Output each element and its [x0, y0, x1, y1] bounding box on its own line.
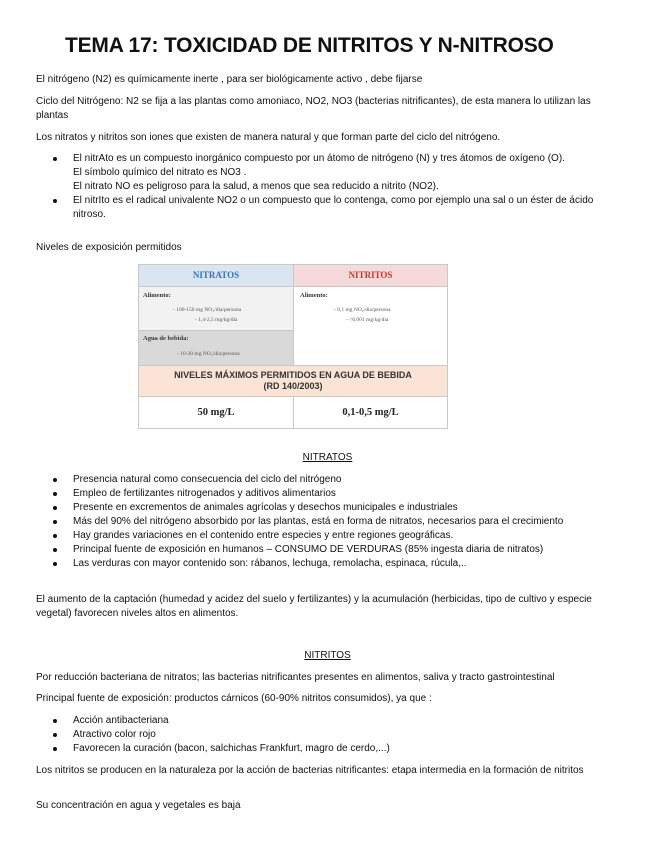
- bullet-icon: [53, 506, 57, 510]
- list-item: [36, 152, 620, 194]
- intro-paragraph-1: El nitrógeno (N2) es químicamente inerte , para ser biológicamente activo , debe fijarse: [36, 74, 423, 85]
- max-levels-band: [139, 365, 447, 397]
- bullet-icon: [53, 719, 57, 723]
- intro-paragraph-2: Ciclo del Nitrógeno: N2 se fija a las plantas como amoniaco, NO2, NO3 (bacterias nitrificantes), de esta manera lo utilizan las plantas: [36, 96, 591, 121]
- list-item-text: Más del 90% del nitrógeno absorbido por las plantas, está en forma de nitratos, necesarios para el crecimiento: [73, 516, 564, 527]
- list-item-text: Acción antibacteriana: [73, 715, 169, 726]
- list-item: [36, 501, 620, 515]
- list-item: [36, 194, 620, 222]
- bullet-icon: [53, 534, 57, 538]
- nitratos-bullet-list: [36, 473, 620, 571]
- bullet-icon: [53, 548, 57, 552]
- page-title: TEMA 17: TOXICIDAD DE NITRITOS Y N-NITROSO: [65, 34, 554, 57]
- list-item-text: Atractivo color rojo: [73, 729, 156, 740]
- bullet-icon: [53, 733, 57, 737]
- nitratos-max-value: 50 mg/L: [139, 397, 294, 428]
- list-item: [36, 714, 620, 728]
- list-item: [36, 543, 620, 557]
- nitritos-food-cell: [294, 287, 447, 365]
- nitritos-bullet-list: [36, 714, 620, 756]
- levels-label: Niveles de exposición permitidos: [36, 242, 182, 253]
- bullet-icon: [53, 492, 57, 496]
- nitritos-food-label: Alimento:: [300, 292, 328, 299]
- nitratos-water-label: Agua de bebida:: [143, 335, 189, 342]
- list-item-text: Favorecen la curación (bacon, salchichas Frankfurt, magro de cerdo,...): [73, 743, 390, 754]
- list-item: [36, 515, 620, 529]
- section-heading-nitratos: NITRATOS: [302, 452, 353, 463]
- list-item: [36, 557, 620, 571]
- bullet-icon: [53, 199, 57, 203]
- list-item-line: El nitrIto es el radical univalente NO2 o un compuesto que lo contenga, como por ejemplo una sal o un éster de ácido nitroso.: [73, 195, 594, 220]
- bullet-icon: [53, 562, 57, 566]
- nitratos-water-value: - 10-20 mg NO₃/dia/persona: [177, 351, 240, 357]
- list-item-text: Principal fuente de exposición en humanos – CONSUMO DE VERDURAS (85% ingesta diaria de nitratos): [73, 544, 544, 555]
- nitratos-food-label: Alimento:: [143, 292, 171, 299]
- nitratos-water-cell: [139, 331, 294, 365]
- nitritos-paragraph-3: Los nitritos se producen en la naturaleza por la acción de bacterias nitrificantes: etapa intermedia en la formación de nitritos: [36, 765, 584, 776]
- nitratos-paragraph: El aumento de la captación (humedad y acidez del suelo y fertilizantes) y la acumulación (herbicidas, tipo de cultivo y especie vegetal) favorecen niveles altos en alimentos.: [36, 594, 592, 619]
- nitritos-food-value-1: - 0,1 mg NO₂/dia/persona: [334, 307, 391, 313]
- list-item: [36, 742, 620, 756]
- list-item-text: Hay grandes variaciones en el contenido entre especies y entre regiones geográficas.: [73, 530, 454, 541]
- list-item-line: El nitrAto es un compuesto inorgánico compuesto por un átomo de nitrógeno (N) y tres átomos de oxígeno (O).: [73, 153, 565, 164]
- list-item: [36, 487, 620, 501]
- list-item-line: El símbolo químico del nitrato es NO3 .: [73, 167, 247, 178]
- nitritos-paragraph-4: Su concentración en agua y vegetales es baja: [36, 800, 241, 811]
- nitratos-food-value-1: - 100-150 mg NO₃/dia/persona: [173, 307, 242, 313]
- bullet-icon: [53, 520, 57, 524]
- list-item-text: Empleo de fertilizantes nitrogenados y aditivos alimentarios: [73, 488, 336, 499]
- section-heading-nitritos: NITRITOS: [304, 650, 351, 661]
- bullet-icon: [53, 478, 57, 482]
- intro-paragraph-3: Los nitratos y nitritos son iones que existen de manera natural y que forman parte del ciclo del nitrógeno.: [36, 132, 501, 143]
- nitritos-paragraph-1: Por reducción bacteriana de nitratos; las bacterias nitrificantes presentes en alimentos, saliva y tracto gastrointestinal: [36, 672, 555, 683]
- list-item: [36, 529, 620, 543]
- list-item: [36, 473, 620, 487]
- list-item-text: Presencia natural como consecuencia del ciclo del nitrógeno: [73, 474, 342, 485]
- intro-bullet-list: [36, 152, 620, 222]
- list-item: [36, 728, 620, 742]
- nitritos-paragraph-2: Principal fuente de exposición: productos cárnicos (60-90% nitritos consumidos), ya que :: [36, 693, 432, 704]
- nitritos-max-value: 0,1-0,5 mg/L: [342, 407, 399, 418]
- max-levels-regulation: (RD 140/2003): [263, 381, 323, 391]
- list-item-text: Presente en excrementos de animales agrícolas y desechos municipales e industriales: [73, 502, 458, 513]
- table-header-nitritos: NITRITOS: [294, 265, 447, 287]
- nitratos-food-cell: [139, 287, 294, 331]
- exposure-levels-table: [138, 264, 448, 429]
- list-item-line: El nitrato NO es peligroso para la salud, a menos que sea reducido a nitrito (NO2).: [73, 181, 439, 192]
- list-item-text: Las verduras con mayor contenido son: rábanos, lechuga, remolacha, espinaca, rúcula,..: [73, 558, 467, 569]
- max-levels-title: NIVELES MÁXIMOS PERMITIDOS EN AGUA DE BEBIDA: [174, 370, 412, 380]
- bullet-icon: [53, 747, 57, 751]
- nitritos-food-value-2: - <0,001 mg/kg/dia: [346, 317, 389, 323]
- bullet-icon: [53, 157, 57, 161]
- table-header-nitratos: NITRATOS: [139, 265, 294, 287]
- nitratos-food-value-2: - 1,4-2,5 mg/kg/dia: [195, 317, 238, 323]
